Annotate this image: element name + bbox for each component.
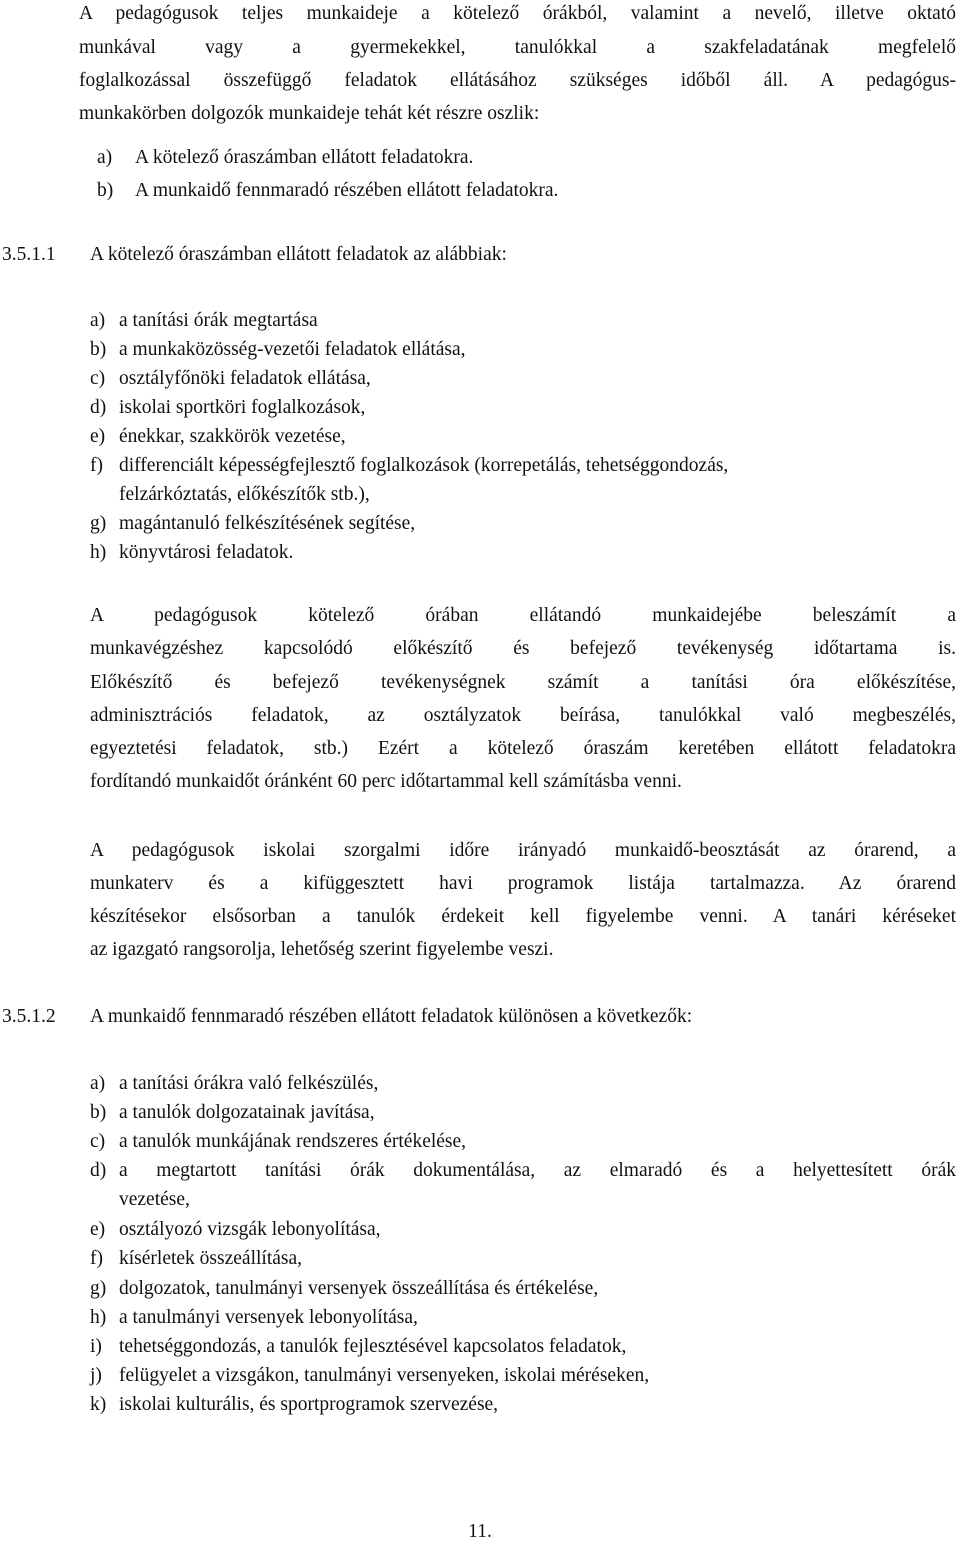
paragraph-line: adminisztrációs feladatok, az osztályzatok beírása, tanulókkal való megbeszélés, bbox=[90, 705, 956, 726]
list-text: kísérletek összeállítása, bbox=[119, 1248, 303, 1269]
paragraph-line: egyeztetési feladatok, stb.) Ezért a kötelező óraszám keretében ellátott feladatokra bbox=[90, 738, 956, 759]
list-label: d) bbox=[90, 1160, 107, 1181]
paragraph-line: munkaterv és a kifüggesztett havi programok listája tartalmazza. Az órarend bbox=[90, 873, 956, 894]
list-text: osztályfőnöki feladatok ellátása, bbox=[119, 368, 371, 389]
list-text: a tanítási órákra való felkészülés, bbox=[119, 1073, 379, 1094]
list-label: d) bbox=[90, 397, 107, 418]
list-label: k) bbox=[90, 1394, 107, 1415]
list-text: iskolai kulturális, és sportprogramok szervezése, bbox=[119, 1394, 499, 1415]
list-label: f) bbox=[90, 1248, 103, 1269]
list-label: b) bbox=[90, 339, 107, 360]
paragraph-line: készítésekor elsősorban a tanulók érdekeit kell figyelembe venni. A tanári kéréseket bbox=[90, 906, 956, 927]
section-number: 3.5.1.1 bbox=[2, 244, 56, 265]
intro-line: munkakörben dolgozók munkaideje tehát két részre oszlik: bbox=[79, 103, 540, 124]
list-text: könyvtárosi feladatok. bbox=[119, 542, 294, 563]
page-number: 11. bbox=[468, 1521, 492, 1542]
section-heading: A munkaidő fennmaradó részében ellátott feladatok különösen a következők: bbox=[90, 1006, 693, 1027]
intro-list-label: b) bbox=[97, 180, 114, 201]
list-text: osztályozó vizsgák lebonyolítása, bbox=[119, 1219, 381, 1240]
list-label: g) bbox=[90, 1278, 107, 1299]
list-label: e) bbox=[90, 1219, 106, 1240]
list-label: h) bbox=[90, 1307, 107, 1328]
paragraph-line: A pedagógusok kötelező órában ellátandó munkaidejébe beleszámít a bbox=[90, 605, 956, 626]
intro-list-label: a) bbox=[97, 147, 113, 168]
list-text: differenciált képességfejlesztő foglalkozások (korrepetálás, tehetséggondozás, bbox=[119, 455, 729, 476]
list-label: c) bbox=[90, 368, 106, 389]
list-text: felügyelet a vizsgákon, tanulmányi versenyeken, iskolai méréseken, bbox=[119, 1365, 650, 1386]
intro-line: munkával vagy a gyermekekkel, tanulókkal a szakfeladatának megfelelő bbox=[79, 37, 956, 58]
paragraph-line: Előkészítő és befejező tevékenységnek számít a tanítási óra előkészítése, bbox=[90, 672, 956, 693]
list-text: a megtartott tanítási órák dokumentálása, az elmaradó és a helyettesített órák bbox=[119, 1160, 956, 1181]
list-label: a) bbox=[90, 310, 106, 331]
list-text: a tanulmányi versenyek lebonyolítása, bbox=[119, 1307, 418, 1328]
list-label: c) bbox=[90, 1131, 106, 1152]
list-label: a) bbox=[90, 1073, 106, 1094]
intro-list-item: A kötelező óraszámban ellátott feladatokra. bbox=[135, 147, 474, 168]
intro-list-item: A munkaidő fennmaradó részében ellátott feladatokra. bbox=[135, 180, 559, 201]
list-text: a tanulók munkájának rendszeres értékelése, bbox=[119, 1131, 467, 1152]
list-text: a tanítási órák megtartása bbox=[119, 310, 318, 331]
list-text: dolgozatok, tanulmányi versenyek összeállítása és értékelése, bbox=[119, 1278, 599, 1299]
list-text: a tanulók dolgozatainak javítása, bbox=[119, 1102, 375, 1123]
list-text: felzárkóztatás, előkészítők stb.), bbox=[119, 484, 370, 505]
list-text: iskolai sportköri foglalkozások, bbox=[119, 397, 366, 418]
list-text: tehetséggondozás, a tanulók fejlesztésével kapcsolatos feladatok, bbox=[119, 1336, 627, 1357]
list-label: i) bbox=[90, 1336, 102, 1357]
list-label: e) bbox=[90, 426, 106, 447]
list-text: vezetése, bbox=[119, 1189, 190, 1210]
list-label: h) bbox=[90, 542, 107, 563]
list-label: b) bbox=[90, 1102, 107, 1123]
intro-line: foglalkozással összefüggő feladatok ellátásához szükséges időből áll. A pedagógus- bbox=[79, 70, 956, 91]
paragraph-line: fordítandó munkaidőt óránként 60 perc időtartammal kell számításba venni. bbox=[90, 771, 682, 792]
paragraph-line: munkavégzéshez kapcsolódó előkészítő és befejező tevékenység időtartama is. bbox=[90, 638, 956, 659]
section-heading: A kötelező óraszámban ellátott feladatok az alábbiak: bbox=[90, 244, 507, 265]
list-text: énekkar, szakkörök vezetése, bbox=[119, 426, 346, 447]
list-label: j) bbox=[90, 1365, 102, 1386]
list-text: magántanuló felkészítésének segítése, bbox=[119, 513, 416, 534]
list-text: a munkaközösség-vezetői feladatok ellátása, bbox=[119, 339, 466, 360]
paragraph-line: A pedagógusok iskolai szorgalmi időre irányadó munkaidő-beosztását az órarend, a bbox=[90, 840, 956, 861]
section-number: 3.5.1.2 bbox=[2, 1006, 56, 1027]
list-label: g) bbox=[90, 513, 107, 534]
intro-line: A pedagógusok teljes munkaideje a kötelező órákból, valamint a nevelő, illetve oktató bbox=[79, 3, 956, 24]
list-label: f) bbox=[90, 455, 103, 476]
paragraph-line: az igazgató rangsorolja, lehetőség szerint figyelembe veszi. bbox=[90, 939, 554, 960]
